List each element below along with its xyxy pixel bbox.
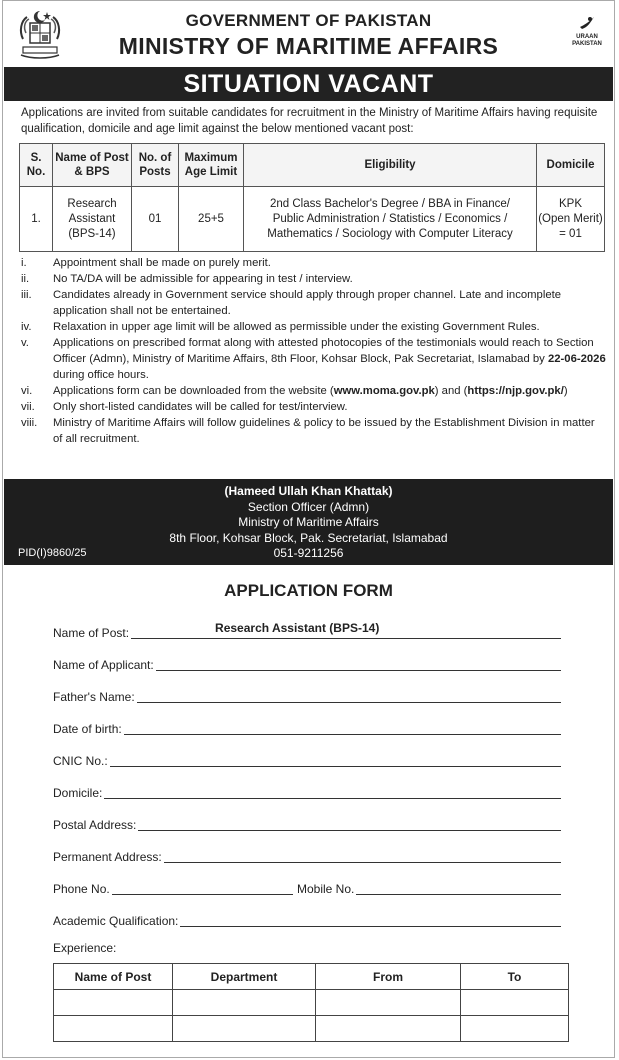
signatory-office: Ministry of Maritime Affairs: [238, 515, 379, 529]
father-name-label: Father's Name:: [53, 690, 135, 704]
col-sno: S. No.: [20, 144, 53, 187]
list-item: [21, 319, 607, 335]
condition-text: Only short-listed candidates will be called for test/interview.: [53, 401, 348, 413]
applicant-name-field[interactable]: [53, 657, 561, 673]
condition-text: Candidates already in Government service should apply through proper channel. Late and incomplete application shall not be entertained.: [53, 289, 562, 317]
experience-table: [53, 963, 569, 1042]
table-row: [20, 187, 605, 252]
applicant-name-label: Name of Applicant:: [53, 658, 154, 672]
condition-text: Ministry of Maritime Affairs will follow guidelines & policy to be issued by the Establishment Division in matter of all recruitment.: [53, 417, 595, 445]
cell-eligibility: [244, 187, 537, 252]
pid-number: PID(I)9860/25: [18, 547, 87, 559]
domicile-label: Domicile:: [53, 786, 103, 800]
applicant-name-line[interactable]: [156, 657, 561, 671]
signatory-phone: 051-9211256: [273, 546, 344, 560]
signature-block: [4, 479, 613, 565]
permanent-address-field[interactable]: [53, 849, 561, 865]
signatory-designation: Section Officer (Admn): [247, 499, 370, 514]
mobile-label: Mobile No.: [297, 882, 355, 896]
uraan-pakistan-logo: [563, 15, 611, 61]
condition-number: v.: [21, 337, 29, 349]
condition-number: iv.: [21, 321, 32, 333]
post-line: Research: [67, 197, 117, 210]
intro-paragraph: Applications are invited from suitable candidates for recruitment in the Ministry of Maritime Affairs having requisite qualification, domicile and age limit against the below mentioned vacant post:: [21, 107, 598, 135]
exp-cell[interactable]: [173, 990, 316, 1016]
date-of-birth-line[interactable]: [124, 721, 561, 735]
academic-qualification-label: Academic Qualification:: [53, 914, 179, 928]
domicile-field[interactable]: [53, 785, 561, 801]
domicile-line: KPK: [558, 197, 582, 210]
condition-number: vi.: [21, 385, 33, 397]
list-item: [21, 415, 607, 447]
exp-cell[interactable]: [316, 990, 461, 1016]
list-item: [21, 383, 607, 399]
condition-text: Applications on prescribed format along with attested photocopies of the testimonials would reach to Section Officer (Admn), Ministry of Maritime Affairs, 8th Floor, Kohsar Block, Pak Secretariat, Islamabad by 22-06-2026 during office hours.: [53, 337, 606, 381]
permanent-address-label: Permanent Address:: [53, 850, 162, 864]
condition-number: i.: [21, 257, 27, 269]
condition-text: Relaxation in upper age limit will be allowed as permissible under the existing Government Rules.: [53, 321, 540, 333]
condition-number: ii.: [21, 273, 30, 285]
exp-cell[interactable]: [54, 1016, 173, 1042]
exp-col-to: To: [461, 964, 569, 990]
condition-number: vii.: [21, 401, 35, 413]
cnic-field[interactable]: [53, 753, 561, 769]
cnic-line[interactable]: [110, 753, 561, 767]
exp-col-from: From: [316, 964, 461, 990]
condition-text: Appointment shall be made on purely merit.: [53, 257, 271, 269]
experience-table-header: [54, 964, 569, 990]
academic-qualification-line[interactable]: [180, 913, 561, 927]
col-eligibility: Eligibility: [244, 144, 537, 187]
phone-line[interactable]: [112, 881, 293, 895]
uraan-line1: URAAN: [576, 34, 598, 40]
list-item: [21, 335, 607, 383]
domicile-line[interactable]: [104, 785, 561, 799]
advertisement-page: [2, 0, 615, 1058]
situation-vacant-banner: SITUATION VACANT: [4, 67, 613, 101]
postal-address-line[interactable]: [138, 817, 561, 831]
conditions-list: [21, 255, 607, 447]
postal-address-field[interactable]: [53, 817, 561, 833]
cell-posts: 01: [132, 187, 179, 252]
list-item: [21, 271, 607, 287]
vacancy-table: [19, 143, 605, 252]
cnic-label: CNIC No.:: [53, 754, 108, 768]
father-name-line[interactable]: [137, 689, 561, 703]
father-name-field[interactable]: [53, 689, 561, 705]
eligibility-line: 2nd Class Bachelor's Degree / BBA in Finance/: [270, 197, 510, 210]
exp-cell[interactable]: [461, 990, 569, 1016]
domicile-line: = 01: [559, 227, 582, 240]
phone-label: Phone No.: [53, 882, 110, 896]
list-item: [21, 287, 607, 319]
ministry-heading: MINISTRY OF MARITIME AFFAIRS: [118, 33, 499, 59]
post-line: (BPS-14): [68, 227, 116, 240]
uraan-bird-icon: [578, 15, 596, 31]
name-of-post-line[interactable]: [131, 621, 561, 639]
postal-address-label: Postal Address:: [53, 818, 137, 832]
eligibility-line: Mathematics / Sociology with Computer Literacy: [267, 227, 513, 240]
condition-text: Applications form can be downloaded from the website (www.moma.gov.pk) and (https://njp.gov.pk/): [53, 385, 568, 397]
exp-col-post: Name of Post: [54, 964, 173, 990]
col-domicile: Domicile: [537, 144, 605, 187]
table-row: [54, 990, 569, 1016]
mobile-field[interactable]: [297, 881, 561, 897]
permanent-address-line[interactable]: [164, 849, 561, 863]
post-line: Assistant: [68, 212, 116, 225]
vacancy-table-header: [20, 144, 605, 187]
condition-number: iii.: [21, 289, 32, 301]
list-item: [21, 255, 607, 271]
experience-label: Experience:: [53, 941, 117, 955]
name-of-post-value: Research Assistant (BPS-14): [215, 621, 380, 635]
exp-cell[interactable]: [316, 1016, 461, 1042]
exp-cell[interactable]: [173, 1016, 316, 1042]
domicile-line: (Open Merit): [538, 212, 603, 225]
exp-cell[interactable]: [461, 1016, 569, 1042]
signatory-name: (Hameed Ullah Khan Khattak): [224, 484, 393, 498]
name-of-post-label: Name of Post:: [53, 626, 130, 640]
cell-age: 25+5: [179, 187, 244, 252]
name-of-post-field[interactable]: [53, 621, 561, 641]
government-heading: GOVERNMENT OF PAKISTAN: [185, 11, 432, 30]
cell-post: [53, 187, 132, 252]
phone-field[interactable]: [53, 881, 293, 897]
exp-cell[interactable]: [54, 990, 173, 1016]
cell-domicile: [537, 187, 605, 252]
uraan-line2: PAKISTAN: [572, 41, 602, 47]
academic-qualification-field[interactable]: [53, 913, 561, 929]
col-post: Name of Post & BPS: [53, 144, 132, 187]
mobile-line[interactable]: [356, 881, 561, 895]
header: [3, 1, 614, 67]
exp-col-department: Department: [173, 964, 316, 990]
application-form-title: APPLICATION FORM: [224, 581, 393, 600]
list-item: [21, 399, 607, 415]
col-posts: No. of Posts: [132, 144, 179, 187]
table-row: [54, 1016, 569, 1042]
signatory-address: 8th Floor, Kohsar Block, Pak. Secretariat, Islamabad: [169, 530, 448, 545]
condition-text: No TA/DA will be admissible for appearing in test / interview.: [53, 273, 353, 285]
col-age: Maximum Age Limit: [179, 144, 244, 187]
eligibility-line: Public Administration / Statistics / Economics /: [272, 212, 508, 225]
date-of-birth-field[interactable]: [53, 721, 561, 737]
condition-number: viii.: [21, 417, 38, 429]
cell-sno: 1.: [20, 187, 53, 252]
date-of-birth-label: Date of birth:: [53, 722, 122, 736]
